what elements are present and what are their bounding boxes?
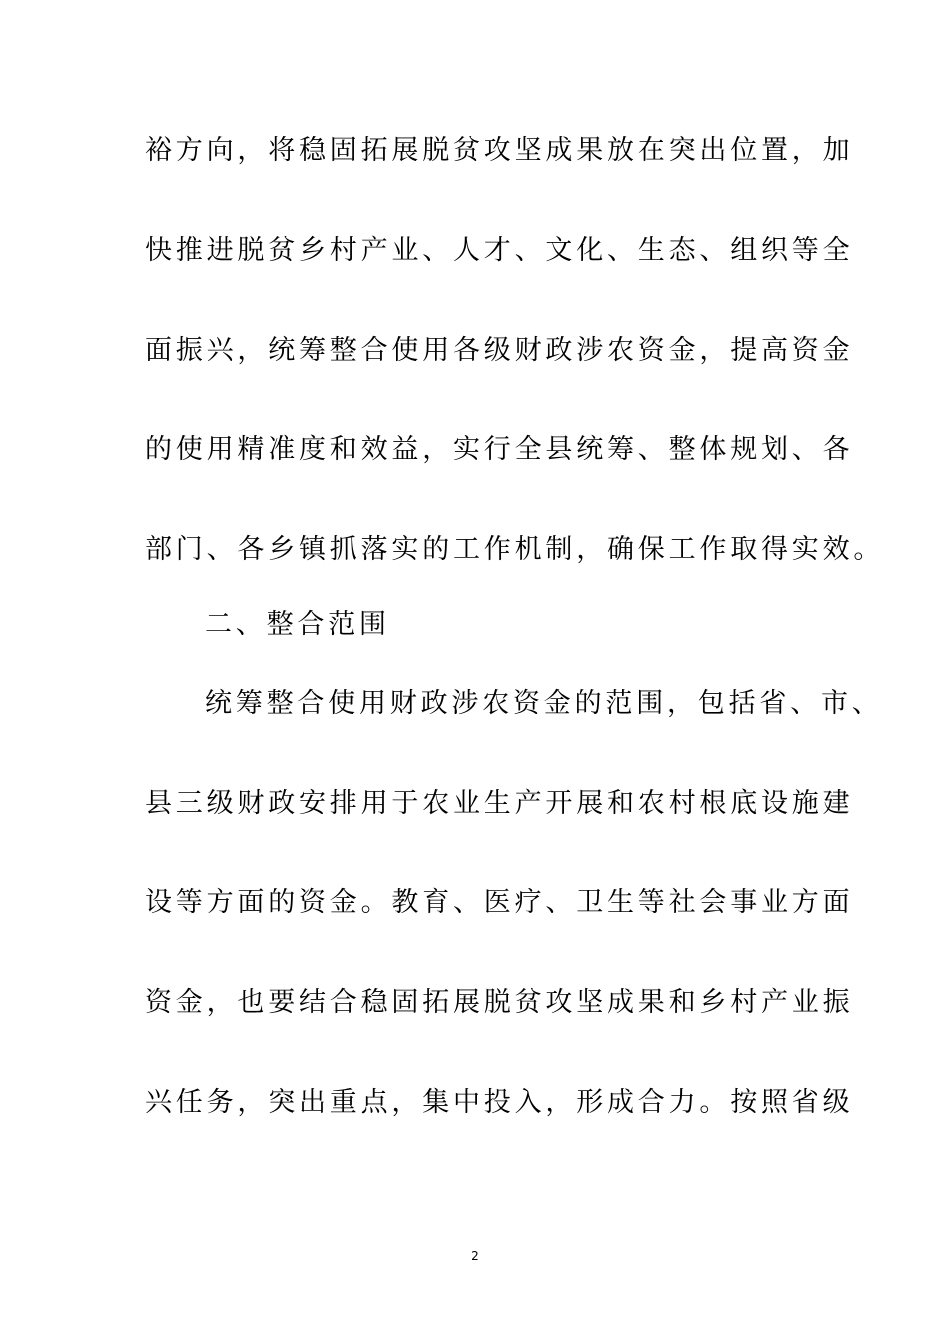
body-text-line: 快推进脱贫乡村产业、人才、文化、生态、组织等全 (145, 235, 854, 266)
body-text-line: 的使用精准度和效益，实行全县统筹、整体规划、各 (145, 434, 854, 465)
section-heading: 二、整合范围 (205, 609, 390, 640)
body-text-line: 裕方向，将稳固拓展脱贫攻坚成果放在突出位置，加 (145, 135, 854, 166)
body-text-line: 面振兴，统筹整合使用各级财政涉农资金，提高资金 (145, 335, 854, 366)
body-text-line: 资金，也要结合稳固拓展脱贫攻坚成果和乡村产业振 (145, 987, 854, 1018)
body-text-line: 统筹整合使用财政涉农资金的范围，包括省、市、 (205, 688, 883, 719)
body-text-line: 兴任务，突出重点，集中投入，形成合力。按照省级 (145, 1087, 854, 1118)
body-text-line: 部门、各乡镇抓落实的工作机制，确保工作取得实效。 (145, 534, 885, 565)
body-text-line: 县三级财政安排用于农业生产开展和农村根底设施建 (145, 788, 854, 819)
page-number: 2 (471, 1249, 479, 1263)
body-text-line: 设等方面的资金。教育、医疗、卫生等社会事业方面 (145, 887, 854, 918)
